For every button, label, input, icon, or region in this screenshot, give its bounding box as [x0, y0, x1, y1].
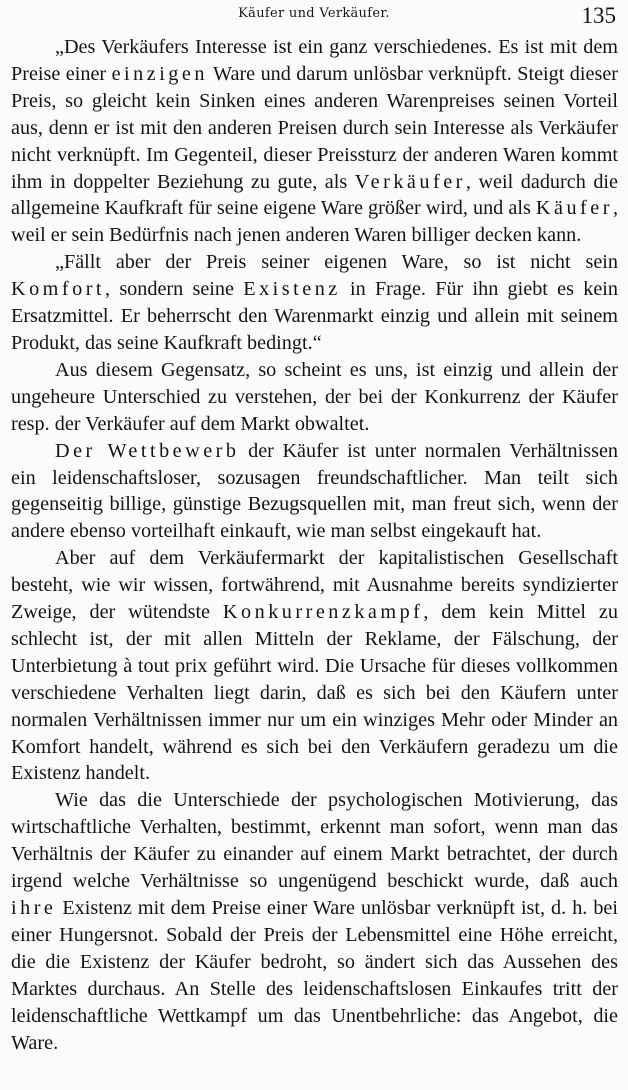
- page-number: 135: [581, 3, 616, 28]
- text-segment: Aus diesem Gegensatz, so scheint es uns, ist einzig und allein der ungeheure Unterschied zu verstehen, der bei der Konkurrenz der Käufer resp. der Verkäufer auf dem Markt obwaltet.: [11, 358, 618, 435]
- spaced-emphasis: Konkurrenzkampf: [222, 601, 424, 624]
- text-segment: Ware und darum unlösbar verknüpft. Steigt dieser Preis, so gleicht kein Sinken eines anderen Warenpreises seinen Vorteil aus, denn er ist mit den anderen Preisen durch sein Interesse als Verkäufer nicht verknüpft. Im Gegenteil, dieser Preissturz der anderen Waren kommt ihm in doppelter Beziehung zu gute, als: [11, 62, 618, 193]
- text-segment: „Fällt aber der Preis seiner eigenen Ware, so ist nicht sein: [55, 251, 618, 274]
- spaced-emphasis: Komfort: [11, 278, 106, 301]
- paragraph-3: [11, 357, 618, 438]
- spaced-emphasis: ihre: [11, 897, 57, 919]
- spaced-emphasis: einzigen: [111, 62, 208, 85]
- spaced-emphasis: Existenz: [243, 278, 341, 301]
- spaced-emphasis: Käufer: [535, 197, 613, 220]
- text-segment: in Frage. Für ihn giebt es kein Ersatzmittel. Er beherrscht den Warenmarkt einzig und allein mit seinem Produkt, das seine Kaufkraft bedingt.“: [11, 278, 618, 354]
- paragraph-2: [11, 249, 618, 357]
- page-header: [0, 3, 628, 31]
- text-segment: , weil er sein Bedürfnis nach jenen anderen Waren billiger decken kann.: [11, 197, 618, 247]
- text-segment: der Käufer ist unter normalen Verhältnissen ein leidenschaftsloser, sozusagen freundschaftlicher. Man teilt sich gegenseitig billige, günstige Bezugsquellen mit, man freut sich, wenn der andere ebenso vorteilhaft einkauft, wie man selbst eingekauft hat.: [11, 439, 618, 543]
- paragraph-5: [11, 545, 618, 787]
- text-segment: Wie das die Unterschiede der psychologischen Motivierung, das wirtschaftliche Verhalten, bestimmt, erkennt man sofort, wenn man das Verhältnis der Käufer zu einander auf einem Markt betrachtet, der durch irgend welche Verhältnisse so ungenügend beschickt wurde, daß auch: [11, 789, 618, 893]
- text-segment: Aber auf dem Verkäufermarkt der kapitalistischen Gesellschaft besteht, wie wir wissen, fortwährend, mit Ausnahme bereits syndizierter Zweige, der wütendste: [11, 547, 618, 624]
- running-title: Käufer und Verkäufer.: [238, 6, 390, 21]
- text-segment: , weil dadurch die allgemeine Kaufkraft für seine eigene Ware größer wird, und als: [11, 170, 618, 220]
- text-segment: „Des Verkäufers Interesse ist ein ganz verschiedenes. Es ist mit dem Preise einer: [11, 36, 618, 85]
- text-segment: Existenz mit dem Preise einer Ware unlösbar verknüpft ist, d. h. bei einer Hungersnot. Sobald der Preis der Lebensmittel eine Höhe erreicht, die die Existenz der Käufer bedroht, so ändert sich das Aussehen des Marktes durchaus. An Stelle des leidenschaftslosen Einkaufes tritt der leidenschaftliche Wettkampf um das Unentbehrliche: das Angebot, die Ware.: [11, 897, 618, 1054]
- text-segment: , dem kein Mittel zu schlecht ist, der mit allen Mitteln der Reklame, der Fälschung, der Unterbietung à tout prix geführt wird. Die Ursache für dieses vollkommen verschiedene Verhalten liegt darin, daß es sich bei den Käufern unter normalen Verhältnissen immer nur um ein winziges Mehr oder Minder an Komfort handelt, während es sich bei den Verkäufern geradezu um die Existenz handelt.: [11, 601, 618, 785]
- text-segment: , sondern seine: [105, 278, 244, 301]
- spaced-emphasis: Der Wettbewerb: [55, 439, 240, 462]
- body-text: [11, 34, 618, 1056]
- paragraph-1: [11, 34, 618, 249]
- paragraph-6: [11, 787, 618, 1056]
- paragraph-4: [11, 438, 618, 546]
- spaced-emphasis: Verkäufer: [354, 170, 466, 193]
